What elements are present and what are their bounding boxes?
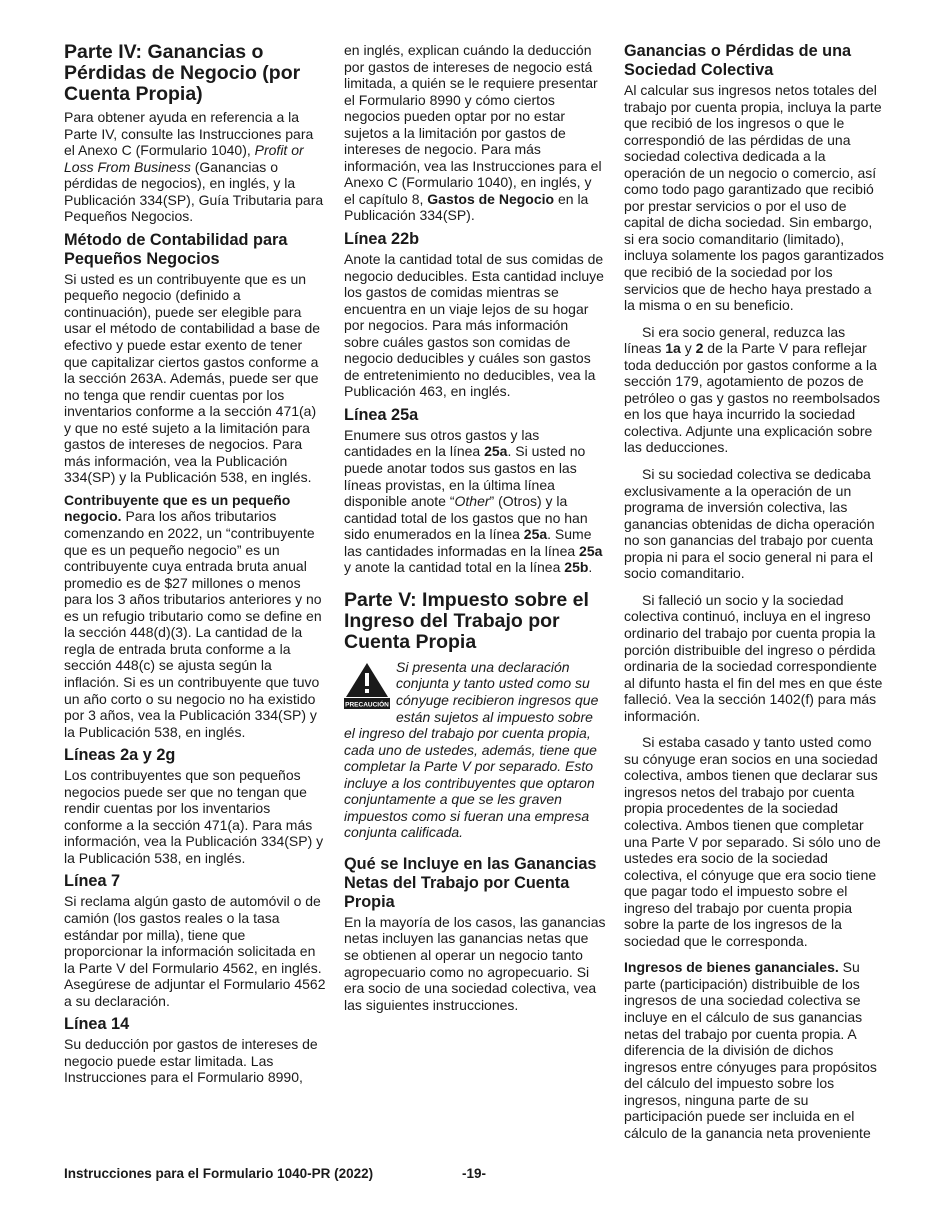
bold-text: Gastos de Negocio [427,190,555,207]
paragraph [344,42,606,224]
paragraph: Los contribuyentes que son pequeños negocios puede ser que no tengan que rendir cuentas por los inventarios conforme a la sección 471(a). Para más información, vea la Publicación 334(SP) y la Publicación 538, en inglés. [64,767,324,866]
paragraph: Si usted es un contribuyente que es un pequeño negocio (definido a continuación), puede ser elegible para usar el método de contabilidad a base de efectivo y puede estar exento de tener que capitalizar ciertos gastos conforme a la sección 263A. Además, puede ser que no tenga que rendir cuentas por los inventarios conforme a la sección 471(a) y que no esté sujeto a la limitación para gastos de intereses de negocios. Para más información, vea la Publicación 334(SP) y la Publicación 538, en inglés. [64,270,321,486]
text: de la Parte V para reflejar toda deducción por gastos conforme a la sección 179, agotamiento de pozos de petróleo o gas y gastos no reembolsados en los que haya incurrido la sociedad colectiva. Adjunte una explicación sobre las deducciones. [624,340,881,456]
paragraph [624,324,886,456]
heading-linea-22b: Línea 22b [344,230,420,249]
text: Si era socio general, reduzca las líneas [624,323,846,357]
text: ” (Otros) y la cantidad total de los gastos que no han sido enumerados en la línea [344,493,588,543]
heading-metodo-contabilidad: Método de Contabilidad para Pequeños Negocios [64,230,288,268]
paragraph [624,959,886,1141]
heading-linea-14: Línea 14 [64,1015,130,1034]
caution-icon [344,661,390,709]
text: . [588,559,593,576]
text: Su parte (participación) distribuible de los ingresos de una sociedad colectiva se incluye en el cálculo de sus ganancias netas del trabajo por cuenta propia. A diferencia de la división de dichos ingresos entre cónyuges para propósitos del cálculo del impuesto sobre los ingresos, ninguna parte de su participación puede ser incluida en el cálculo de la ganancia neta proveniente [624,959,877,1141]
paragraph: Si falleció un socio y la sociedad colectiva continuó, incluya en el ingreso ordinario del trabajo por cuenta propia la porción distribuible del ingreso o pérdida ordinaria de la sociedad correspondiente al difunto hasta el fin del mes en que éste falleció. Vea la sección 1402(f) para más información. [624,591,883,724]
paragraph: Su deducción por gastos de intereses de negocio puede estar limitada. Las Instrucciones para el Formulario 8990, [64,1036,318,1086]
paragraph: Si reclama algún gasto de automóvil o de camión (los gastos reales o la tasa estándar por milla), tiene que proporcionar la información solicitada en la Parte V del Formulario 4562, en inglés. Asegúrese de adjuntar el Formulario 4562 a su declaración. [64,893,326,1009]
page-footer [64,1166,886,1186]
run-in-heading: Ingresos de bienes gananciales. [624,959,839,976]
paragraph: Si su sociedad colectiva se dedicaba exclusivamente a la operación de un programa de inversión colectiva, las ganancias obtenidas de dicha operación no son ganancias del trabajo por cuenta propia ni para el socio general ni para el socio comanditario. [624,466,875,582]
page-number: -19- [462,1166,487,1181]
heading-que-se-incluye: Qué se Incluye en las Ganancias Netas del Trabajo por Cuenta Propia [344,854,597,911]
column-3 [624,42,886,1147]
paragraph [344,427,606,576]
footer-title: Instrucciones para el Formulario 1040-PR (2022) [64,1166,374,1181]
text: Para los años tributarios comenzando en 2022, un “contribuyente que es un pequeño negocio” es un contribuyente cuya entrada bruta anual promedio es de $27 millones o menos para los 3 años tributarios anteriores y no es un refugio tributario como se define en la sección 448(d)(3). La cantidad de la regla de entrada bruta conforme a la sección 448(c) se ajusta según la inflación. Si es un contribuyente que tuvo un año corto o su negocio no ha existido por 3 años, vea la Publicación 334(SP) y la Publicación 538, en inglés. [64,508,322,740]
heading-linea-7: Línea 7 [64,872,121,891]
text: y [680,340,696,357]
paragraph [64,492,326,740]
italic-text: Profit or Loss From Business [64,142,304,175]
heading-part-iv: Parte IV: Ganancias o Pérdidas de Negocio (por Cuenta Propia) [64,41,301,105]
heading-lineas-2a-2g: Líneas 2a y 2g [64,746,176,765]
text: Para obtener ayuda en referencia a la Parte IV, consulte las Instrucciones para el Anexo C (Formulario 1040), [64,109,314,159]
bold-text: 25a [484,443,508,460]
bold-text: 1a [665,340,681,357]
text: Enumere sus otros gastos y las cantidades en la línea [344,426,540,460]
paragraph: Anote la cantidad total de sus comidas de negocio deducibles. Esta cantidad incluye los gastos de comidas mientras se encuentra en un viaje lejos de su hogar por negocios. Para más información sobre cuáles gastos son comidas de negocio deducibles y cuáles son gastos de entretenimiento no deducibles, vea la Publicación 463, en inglés. [344,251,604,400]
caution-note [344,659,606,841]
paragraph [64,109,326,225]
bold-text: 25a [523,526,548,543]
text: . Si usted no puede anotar todos sus gastos en las líneas provistas, en la última línea disponible anote “ [344,443,586,510]
paragraph: En la mayoría de los casos, las ganancias netas incluyen las ganancias netas que se obtienen al operar un negocio tanto agropecuario como no agropecuario. Si era socio de una sociedad colectiva, vea las siguientes instrucciones. [344,913,606,1013]
caution-label: PRECAUCIÓN [345,701,389,709]
paragraph: Si estaba casado y tanto usted como su cónyuge eran socios en una sociedad colectiva, ambos tienen que declarar sus ingresos netos del trabajo por cuenta propia procedentes de la sociedad colectiva. Ambos tienen que completar una Parte V por separado. Si sólo uno de ustedes era socio de la sociedad colectiva, el cónyuge que era socio tiene que pagar todo el impuesto sobre el ingreso del trabajo por cuenta propia sobre la parte de los ingresos de la sociedad que le corresponda. [624,734,881,949]
text: en inglés, explican cuándo la deducción por gastos de intereses de negocio está limitada, a quién se le requiere presentar el Formulario 8990 y cómo ciertos negocios pueden optar por no estar sujetos a la limitación por gastos de intereses de negocio. Para más información, vea las Instrucciones para el Anexo C (Formulario 1040), en inglés, y el capítulo 8, [344,42,602,207]
column-1 [64,42,326,1092]
text: en la Publicación 334(SP). [344,190,589,224]
heading-linea-25a: Línea 25a [344,405,419,424]
bold-text: 2 [695,340,704,357]
column-2 [344,42,606,1019]
run-in-heading: Contribuyente que es un pequeño negocio. [64,491,291,525]
heading-sociedad-colectiva: Ganancias o Pérdidas de una Sociedad Colectiva [624,42,852,79]
text: (Ganancias o pérdidas de negocios), en inglés, y la Publicación 334(SP), Guía Tributaria para Pequeños Negocios. [64,158,324,225]
bold-text: 25b [564,559,589,576]
text: . Sume las cantidades informadas en la línea [344,526,592,559]
italic-text: Other [454,493,490,510]
text: y anote la cantidad total en la línea [344,559,565,576]
bold-text: 25a [579,542,603,559]
paragraph: Al calcular sus ingresos netos totales del trabajo por cuenta propia, incluya la parte que recibió de los ingresos o que le correspondió de las pérdidas de una sociedad colectiva dedicada a la operación de un negocio o comercio, así como todo pago garantizado que recibió por prestar servicios o por el uso de capital de dicha sociedad. Sin embargo, si era socio comanditario (limitado), incluya solamente los pagos garantizados que recibió de la sociedad por los servicios que de hecho haya prestado a la misma o en su beneficio. [624,82,884,314]
heading-part-v: Parte V: Impuesto sobre el Ingreso del Trabajo por Cuenta Propia [344,588,589,653]
caution-text: Si presenta una declaración conjunta y tanto usted como su cónyuge recibieron ingresos que están sujetos al impuesto sobre el ingreso del trabajo por cuenta propia, cada uno de ustedes, además, tiene que completar la Parte V por separado. Esto incluye a los contribuyentes que optaron conjuntamente a que se les graven impuestos como si fueran una empresa conjunta calificada. [344,658,599,841]
